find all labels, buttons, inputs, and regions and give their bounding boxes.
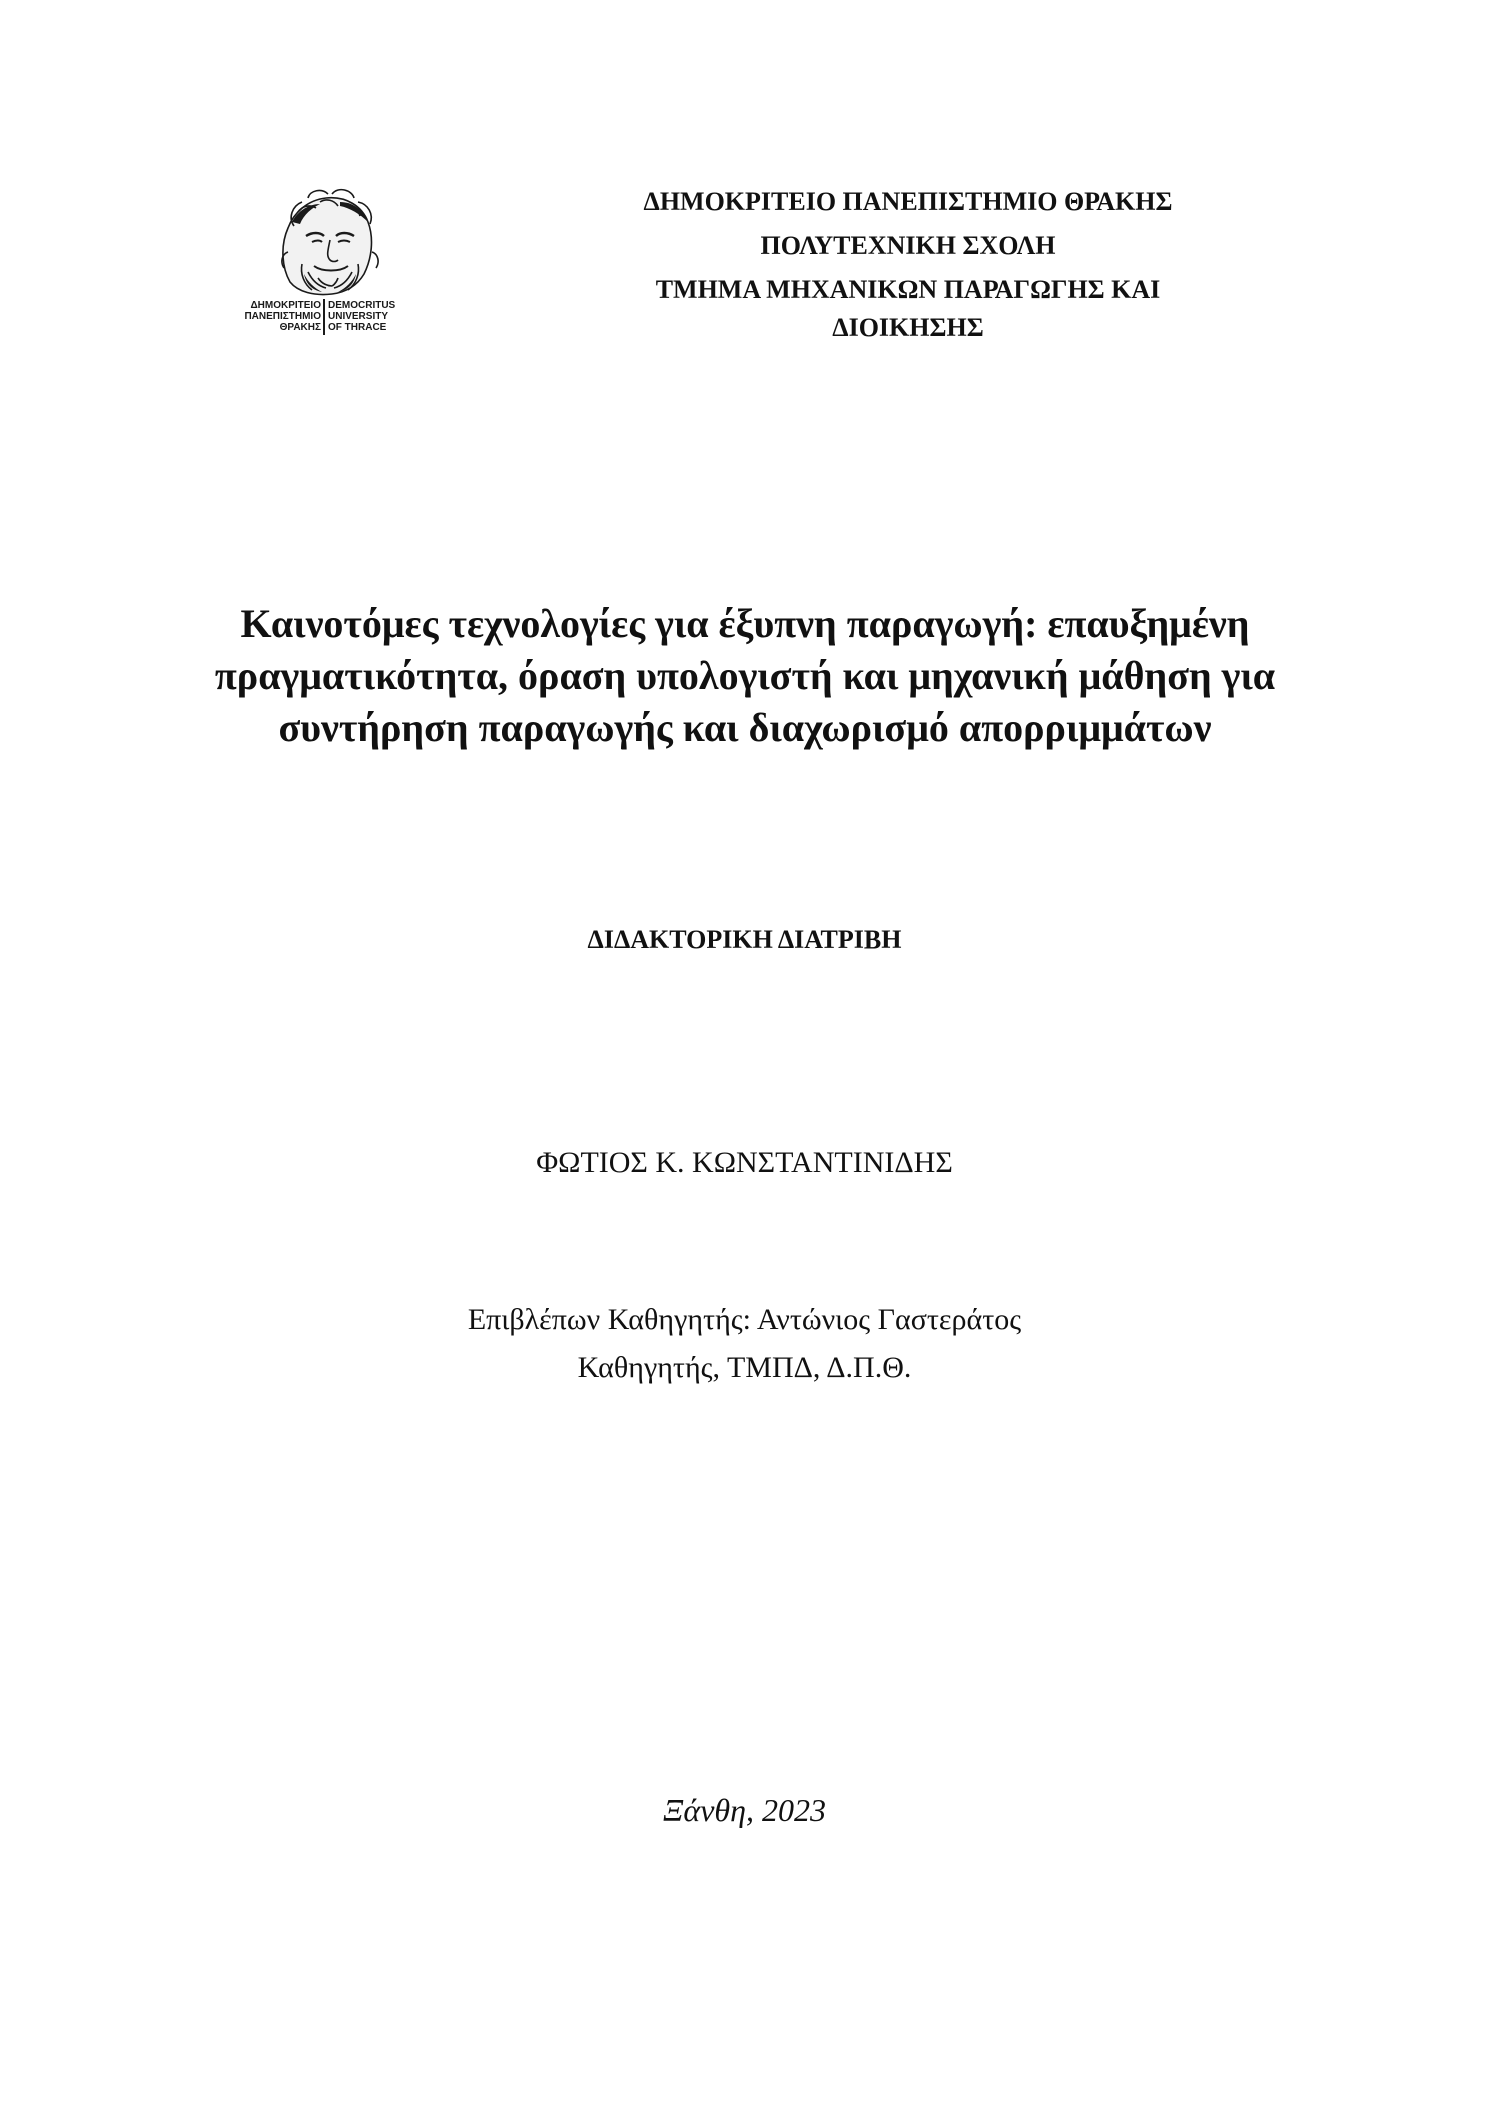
logo-text-greek xyxy=(228,300,321,333)
democritus-head-icon xyxy=(228,182,428,300)
thesis-title: Καινοτόμες τεχνολογίες για έξυπνη παραγωγή: επαυξημένη πραγματικότητα, όραση υπολογιστή και μηχανική μάθηση για συντήρηση παραγωγής και διαχωρισμό απορριμμάτων xyxy=(214,601,1276,750)
document-type: ΔΙΔΑΚΤΟΡΙΚΗ ΔΙΑΤΡΙΒΗ xyxy=(587,925,902,954)
logo-text-english-line: OF THRACE xyxy=(328,322,387,333)
place-and-date: Ξάνθη, 2023 xyxy=(662,1792,827,1828)
logo-text-greek-line: ΘΡΑΚΗΣ xyxy=(279,322,321,333)
logo-divider xyxy=(323,299,325,335)
department-name-line1: ΤΜΗΜΑ ΜΗΧΑΝΙΚΩΝ ΠΑΡΑΓΩΓΗΣ ΚΑΙ xyxy=(655,275,1161,304)
logo-text-greek-line: ΔΗΜΟΚΡΙΤΕΙΟ xyxy=(250,300,321,311)
supervisor-affiliation: Καθηγητής, ΤΜΠΔ, Δ.Π.Θ. xyxy=(577,1351,912,1384)
school-name: ΠΟΛΥΤΕΧΝΙΚΗ ΣΧΟΛΗ xyxy=(760,231,1056,260)
university-logo xyxy=(228,182,428,342)
institution-header xyxy=(568,180,1248,344)
logo-text-english-line: DEMOCRITUS xyxy=(328,300,396,311)
logo-text-english-line: UNIVERSITY xyxy=(328,311,389,322)
author-name: ΦΩΤΙΟΣ Κ. ΚΩΝΣΤΑΝΤΙΝΙΔΗΣ xyxy=(536,1146,953,1179)
university-name: ΔΗΜΟΚΡΙΤΕΙΟ ΠΑΝΕΠΙΣΤΗΜΙΟ ΘΡΑΚΗΣ xyxy=(643,187,1173,216)
supervisor-name: Επιβλέπων Καθηγητής: Αντώνιος Γαστεράτος xyxy=(467,1303,1022,1336)
logo-text-english xyxy=(328,300,428,333)
department-name-line2: ΔΙΟΙΚΗΣΗΣ xyxy=(832,313,984,342)
supervisor-block xyxy=(300,1296,1189,1392)
logo-text-greek-line: ΠΑΝΕΠΙΣΤΗΜΙΟ xyxy=(244,311,321,322)
